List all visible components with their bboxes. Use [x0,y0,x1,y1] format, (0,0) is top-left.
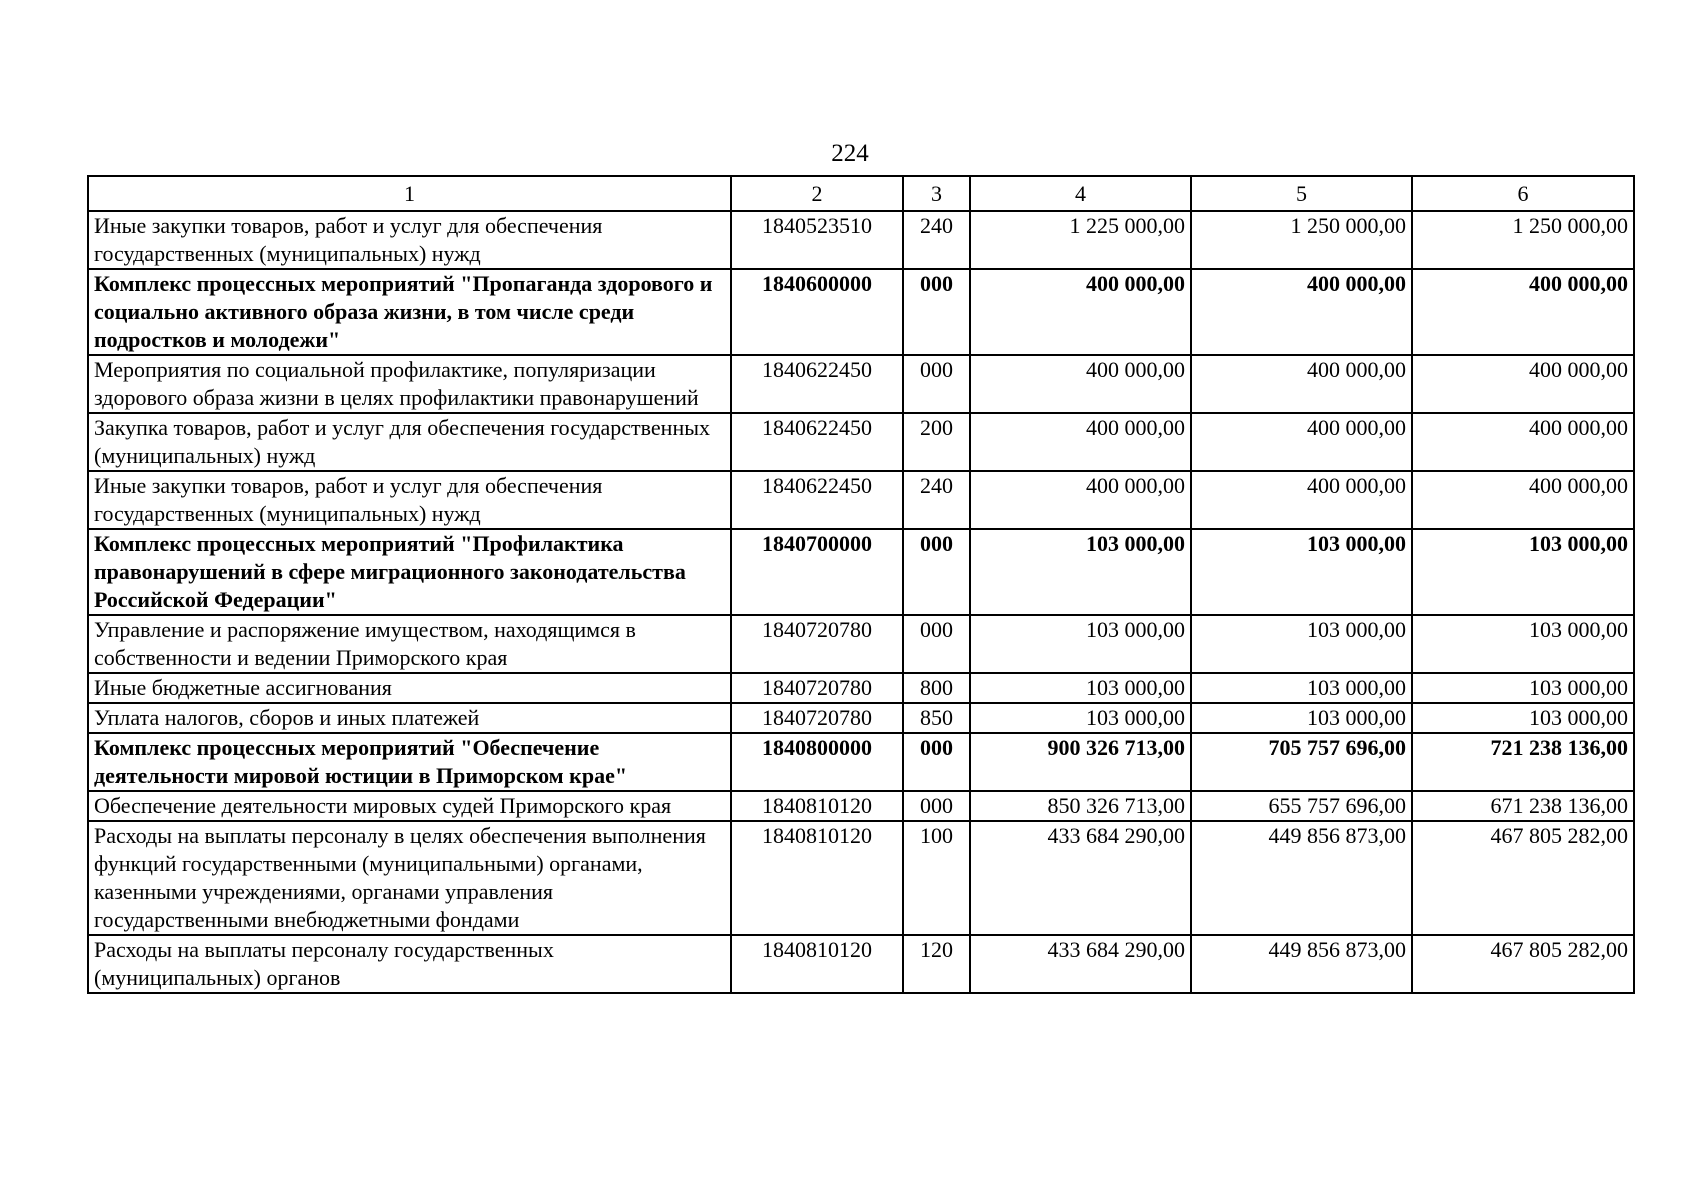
column-header-6: 6 [1412,176,1634,211]
row-code-cell: 1840700000 [731,529,903,615]
row-name-cell: Комплекс процессных мероприятий "Профилактика правонарушений в сфере миграционного законодательства Российской Федерации" [88,529,731,615]
column-header-4: 4 [970,176,1191,211]
row-value-col5: 449 856 873,00 [1191,935,1412,993]
table-row [88,529,1634,615]
row-value-col4: 400 000,00 [970,269,1191,355]
row-type-cell: 000 [903,791,970,821]
row-value-col5: 449 856 873,00 [1191,821,1412,935]
table-row [88,269,1634,355]
column-header-1: 1 [88,176,731,211]
row-value-col6: 400 000,00 [1412,471,1634,529]
row-value-col5: 103 000,00 [1191,615,1412,673]
row-value-col5: 400 000,00 [1191,413,1412,471]
row-code-cell: 1840720780 [731,703,903,733]
row-code-cell: 1840622450 [731,471,903,529]
row-type-cell: 000 [903,269,970,355]
row-type-cell: 800 [903,673,970,703]
row-value-col6: 103 000,00 [1412,673,1634,703]
row-value-col6: 467 805 282,00 [1412,821,1634,935]
row-type-cell: 000 [903,355,970,413]
row-value-col4: 103 000,00 [970,615,1191,673]
row-code-cell: 1840810120 [731,935,903,993]
header-row [88,176,1634,211]
row-value-col4: 103 000,00 [970,529,1191,615]
row-name-cell: Иные бюджетные ассигнования [88,673,731,703]
row-name-cell: Иные закупки товаров, работ и услуг для обеспечения государственных (муниципальных) нужд [88,211,731,269]
row-value-col4: 433 684 290,00 [970,821,1191,935]
row-code-cell: 1840720780 [731,673,903,703]
row-value-col5: 400 000,00 [1191,471,1412,529]
table-row [88,413,1634,471]
row-name-cell: Комплекс процессных мероприятий "Пропаганда здорового и социально активного образа жизни, в том числе среди подростков и молодежи" [88,269,731,355]
row-code-cell: 1840600000 [731,269,903,355]
row-code-cell: 1840622450 [731,413,903,471]
row-value-col4: 103 000,00 [970,673,1191,703]
column-header-2: 2 [731,176,903,211]
row-type-cell: 850 [903,703,970,733]
row-type-cell: 100 [903,821,970,935]
row-value-col5: 655 757 696,00 [1191,791,1412,821]
table-row [88,355,1634,413]
row-value-col5: 400 000,00 [1191,355,1412,413]
row-code-cell: 1840622450 [731,355,903,413]
table-row [88,935,1634,993]
table-row [88,673,1634,703]
row-type-cell: 000 [903,733,970,791]
table-row [88,821,1634,935]
row-name-cell: Расходы на выплаты персоналу в целях обеспечения выполнения функций государственными (муниципальными) органами, казенными учреждениями, органами управления государственными внебюджетными фондами [88,821,731,935]
row-value-col6: 1 250 000,00 [1412,211,1634,269]
table-row [88,471,1634,529]
table-row [88,733,1634,791]
row-value-col4: 433 684 290,00 [970,935,1191,993]
row-type-cell: 240 [903,211,970,269]
row-value-col5: 103 000,00 [1191,703,1412,733]
row-value-col6: 400 000,00 [1412,269,1634,355]
row-name-cell: Комплекс процессных мероприятий "Обеспечение деятельности мировой юстиции в Приморском крае" [88,733,731,791]
row-value-col6: 103 000,00 [1412,529,1634,615]
row-value-col4: 400 000,00 [970,355,1191,413]
row-value-col6: 400 000,00 [1412,413,1634,471]
table-row [88,615,1634,673]
row-value-col6: 671 238 136,00 [1412,791,1634,821]
row-value-col4: 1 225 000,00 [970,211,1191,269]
row-name-cell: Обеспечение деятельности мировых судей Приморского края [88,791,731,821]
row-value-col4: 900 326 713,00 [970,733,1191,791]
table-row [88,703,1634,733]
table-row [88,211,1634,269]
row-name-cell: Мероприятия по социальной профилактике, популяризации здорового образа жизни в целях профилактики правонарушений [88,355,731,413]
row-value-col6: 103 000,00 [1412,615,1634,673]
row-name-cell: Иные закупки товаров, работ и услуг для обеспечения государственных (муниципальных) нужд [88,471,731,529]
row-code-cell: 1840810120 [731,791,903,821]
row-value-col5: 400 000,00 [1191,269,1412,355]
row-value-col6: 721 238 136,00 [1412,733,1634,791]
column-header-5: 5 [1191,176,1412,211]
column-header-3: 3 [903,176,970,211]
row-type-cell: 120 [903,935,970,993]
row-value-col4: 103 000,00 [970,703,1191,733]
row-value-col4: 850 326 713,00 [970,791,1191,821]
row-value-col5: 103 000,00 [1191,529,1412,615]
row-value-col5: 103 000,00 [1191,673,1412,703]
row-type-cell: 200 [903,413,970,471]
row-name-cell: Закупка товаров, работ и услуг для обеспечения государственных (муниципальных) нужд [88,413,731,471]
row-type-cell: 000 [903,615,970,673]
row-code-cell: 1840720780 [731,615,903,673]
row-name-cell: Уплата налогов, сборов и иных платежей [88,703,731,733]
page-number: 224 [831,140,869,167]
row-value-col4: 400 000,00 [970,413,1191,471]
row-value-col6: 400 000,00 [1412,355,1634,413]
row-code-cell: 1840523510 [731,211,903,269]
row-name-cell: Управление и распоряжение имуществом, находящимся в собственности и ведении Приморского края [88,615,731,673]
budget-table [87,175,1635,994]
row-code-cell: 1840810120 [731,821,903,935]
table-row [88,791,1634,821]
table-body [88,211,1634,993]
row-value-col5: 705 757 696,00 [1191,733,1412,791]
row-value-col6: 467 805 282,00 [1412,935,1634,993]
row-value-col4: 400 000,00 [970,471,1191,529]
row-value-col5: 1 250 000,00 [1191,211,1412,269]
row-type-cell: 240 [903,471,970,529]
row-code-cell: 1840800000 [731,733,903,791]
row-value-col6: 103 000,00 [1412,703,1634,733]
row-type-cell: 000 [903,529,970,615]
row-name-cell: Расходы на выплаты персоналу государственных (муниципальных) органов [88,935,731,993]
